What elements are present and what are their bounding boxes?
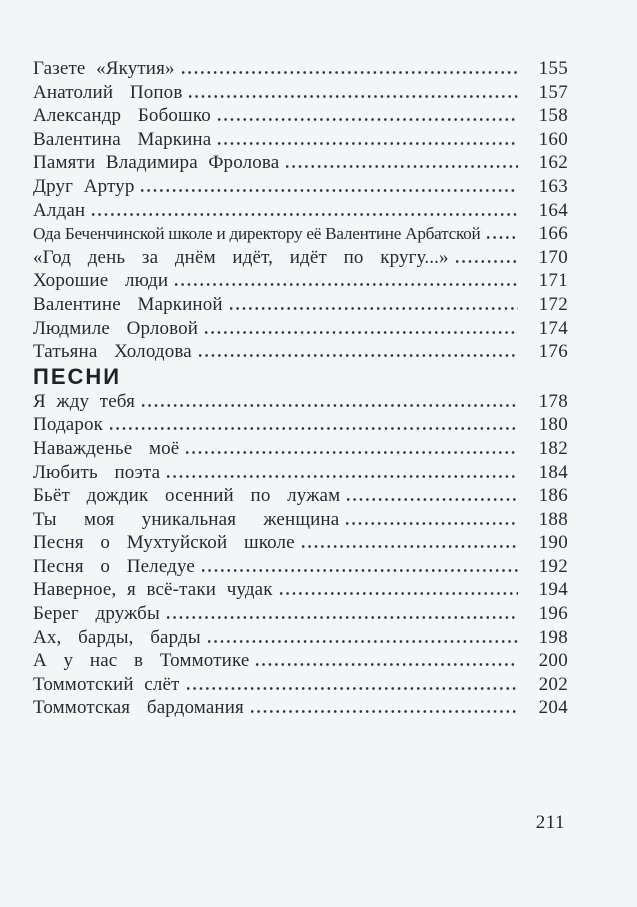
toc-entry [33, 269, 568, 293]
toc-entry-page: 160 [538, 128, 568, 150]
dot-leader [184, 451, 518, 454]
toc-entry [33, 531, 568, 555]
toc-entry [33, 484, 568, 508]
toc-entry [33, 104, 568, 128]
toc-entry-title: «Год день за днём идёт, идёт по кругу...» [33, 246, 449, 268]
toc-entry [33, 151, 568, 175]
toc-entry-page: 178 [538, 390, 568, 412]
toc-entry [33, 673, 568, 697]
dot-leader [345, 498, 518, 501]
toc-entry-title: Валентина Маркина [33, 128, 212, 150]
toc-entry [33, 222, 568, 246]
toc-entry [33, 199, 568, 223]
dot-leader [185, 687, 519, 690]
toc-entry-title: Памяти Владимира Фролова [33, 152, 280, 174]
dot-leader [216, 142, 518, 145]
toc-entry-title: Людмиле Орловой [33, 317, 199, 339]
toc-entry-title: Хорошие люди [33, 270, 169, 292]
toc-section-heading: ПЕСНИ [33, 363, 122, 389]
toc-entry [33, 626, 568, 650]
dot-leader [197, 354, 518, 357]
toc-entry-title: Бьёт дождик осенний по лужам [33, 485, 341, 507]
toc-entry-title: Наверное, я всё-таки чудак [33, 579, 273, 601]
toc-entry-page: 157 [538, 81, 568, 103]
toc-entry [33, 340, 568, 364]
toc-entry-title: Наважденье моё [33, 437, 180, 459]
toc-entry [33, 246, 568, 270]
toc-entry [33, 461, 568, 485]
dot-leader [206, 640, 518, 643]
toc-entry [33, 508, 568, 532]
dot-leader [108, 427, 518, 430]
toc-entry-title: Татьяна Холодова [33, 341, 192, 363]
dot-leader [180, 71, 518, 74]
dot-leader [200, 569, 518, 572]
toc-entry-page: 171 [538, 270, 568, 292]
toc-entry-page: 180 [538, 414, 568, 436]
dot-leader [165, 475, 518, 478]
toc-entry [33, 696, 568, 720]
toc-entry-title: Песня о Мухтуйской школе [33, 532, 295, 554]
toc-entry-title: Я жду тебя [33, 390, 136, 412]
toc-entry-page: 202 [538, 673, 568, 695]
toc-entry-page: 196 [538, 603, 568, 625]
dot-leader [284, 165, 518, 168]
toc-entry-page: 158 [538, 105, 568, 127]
toc-entry [33, 81, 568, 105]
dot-leader [203, 331, 518, 334]
toc-entry-page: 184 [538, 461, 568, 483]
dot-leader [165, 616, 518, 619]
toc-entry [33, 602, 568, 626]
toc-entry-title: Берег дружбы [33, 603, 160, 625]
dot-leader [300, 545, 518, 548]
toc-entry [33, 578, 568, 602]
toc-entry-page: 194 [538, 579, 568, 601]
toc-entry [33, 390, 568, 414]
toc-entry-title: Томмотская бардомания [33, 697, 244, 719]
dot-leader [187, 95, 518, 98]
toc-entry-title: Алдан [33, 199, 86, 221]
toc-entry-page: 170 [538, 246, 568, 268]
toc-entry-title: Ты моя уникальная женщина [33, 508, 340, 530]
toc-entry-page: 204 [538, 697, 568, 719]
toc-entry-title: Ах, барды, барды [33, 626, 201, 648]
toc-entry-page: 188 [538, 508, 568, 530]
toc-entry-title: Ода Беченчинской школе и директору её Валентине Арбатской [33, 224, 481, 244]
toc-entry-title: Газете «Якутия» [33, 58, 175, 79]
dot-leader [254, 663, 518, 666]
toc-entry-page: 164 [538, 199, 568, 221]
toc-entry [33, 175, 568, 199]
toc-entry-page: 155 [538, 58, 568, 79]
toc-entry-page: 176 [538, 341, 568, 363]
dot-leader [173, 283, 518, 286]
toc-entry-page: 172 [538, 293, 568, 315]
toc-entry-page: 166 [538, 223, 568, 245]
toc-entry-title: Анатолий Попов [33, 81, 183, 103]
table-of-contents [33, 57, 568, 720]
toc-entry-page: 200 [538, 650, 568, 672]
dot-leader [249, 710, 518, 713]
toc-entry-title: Александр Бобошко [33, 105, 211, 127]
dot-leader [454, 260, 518, 263]
toc-entry [33, 128, 568, 152]
toc-entry-title: Валентине Маркиной [33, 293, 223, 315]
toc-entry-page: 192 [538, 555, 568, 577]
dot-leader [228, 307, 518, 310]
toc-entry-page: 174 [538, 317, 568, 339]
toc-entry [33, 555, 568, 579]
toc-entry-title: Песня о Пеледуе [33, 555, 195, 577]
dot-leader [140, 404, 518, 407]
toc-entry-title: Друг Артур [33, 175, 135, 197]
dot-leader [216, 118, 518, 121]
toc-entry [33, 413, 568, 437]
dot-leader [485, 236, 518, 239]
dot-leader [344, 522, 518, 525]
dot-leader [139, 189, 518, 192]
toc-entry-title: Томмотский слёт [33, 673, 180, 695]
dot-leader [90, 213, 518, 216]
toc-entry [33, 317, 568, 341]
toc-entry-page: 190 [538, 532, 568, 554]
toc-entry-page: 186 [538, 485, 568, 507]
toc-entry [33, 293, 568, 317]
toc-entry-title: Подарок [33, 414, 104, 436]
toc-entry [33, 649, 568, 673]
toc-entry-page: 182 [538, 437, 568, 459]
toc-entry-page: 163 [538, 175, 568, 197]
toc-entry [33, 437, 568, 461]
toc-entry-page: 162 [538, 152, 568, 174]
toc-entry-page: 198 [538, 626, 568, 648]
toc-entry [33, 57, 568, 81]
toc-entry-title: Любить поэта [33, 461, 161, 483]
page-number: 211 [535, 812, 565, 833]
toc-entry-title: А у нас в Томмотике [33, 650, 250, 672]
dot-leader [278, 592, 518, 595]
